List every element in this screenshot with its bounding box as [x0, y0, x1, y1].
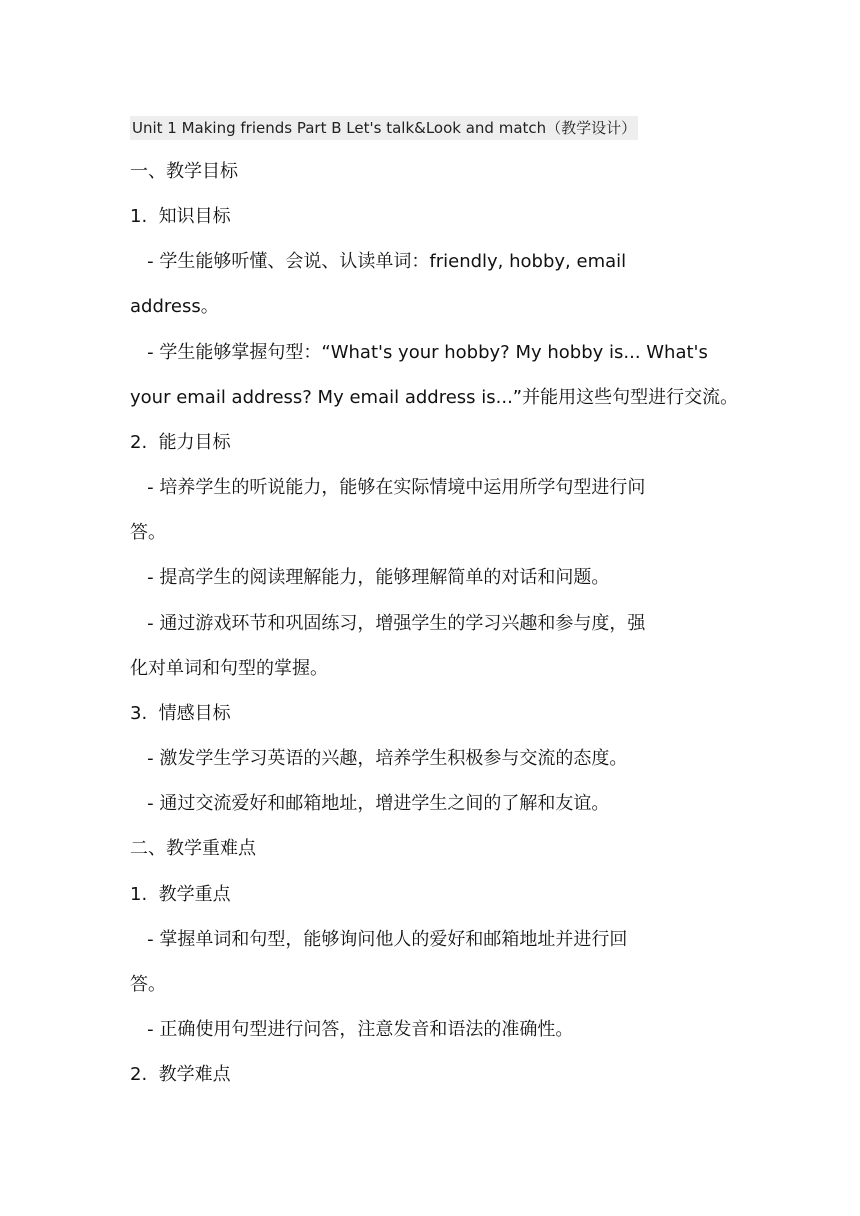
bullet-correct-use: - 正确使用句型进行问答，注意发音和语法的准确性。	[130, 1019, 574, 1040]
subheading-emotion: 3. 情感目标	[130, 703, 231, 724]
document-title: Unit 1 Making friends Part B Let's talk&Look and match（教学设计）	[130, 116, 638, 140]
bullet-sentences-cont: your email address? My email address is...”并能用这些句型进行交流。	[130, 387, 739, 408]
section-heading-objectives: 一、教学目标	[130, 161, 238, 182]
bullet-listening: - 培养学生的听说能力，能够在实际情境中运用所学句型进行问	[130, 477, 646, 498]
bullet-vocabulary-cont: address。	[130, 296, 219, 317]
bullet-games: - 通过游戏环节和巩固练习，增强学生的学习兴趣和参与度，强	[130, 613, 646, 634]
section-heading-key-points: 二、教学重难点	[130, 838, 256, 859]
bullet-interest: - 激发学生学习英语的兴趣，培养学生积极参与交流的态度。	[130, 748, 628, 769]
bullet-vocabulary: - 学生能够听懂、会说、认读单词：friendly, hobby, email	[130, 251, 627, 272]
subheading-difficulties: 2. 教学难点	[130, 1064, 231, 1085]
bullet-reading: - 提高学生的阅读理解能力，能够理解简单的对话和问题。	[130, 567, 610, 588]
bullet-friendship: - 通过交流爱好和邮箱地址，增进学生之间的了解和友谊。	[130, 793, 610, 814]
bullet-master: - 掌握单词和句型，能够询问他人的爱好和邮箱地址并进行回	[130, 929, 628, 950]
bullet-games-cont: 化对单词和句型的掌握。	[130, 658, 328, 679]
subheading-key-points: 1. 教学重点	[130, 884, 231, 905]
bullet-sentences: - 学生能够掌握句型：“What's your hobby? My hobby is... What's	[130, 342, 708, 363]
bullet-listening-cont: 答。	[130, 522, 166, 543]
subheading-ability: 2. 能力目标	[130, 432, 231, 453]
bullet-master-cont: 答。	[130, 974, 166, 995]
subheading-knowledge: 1. 知识目标	[130, 206, 231, 227]
